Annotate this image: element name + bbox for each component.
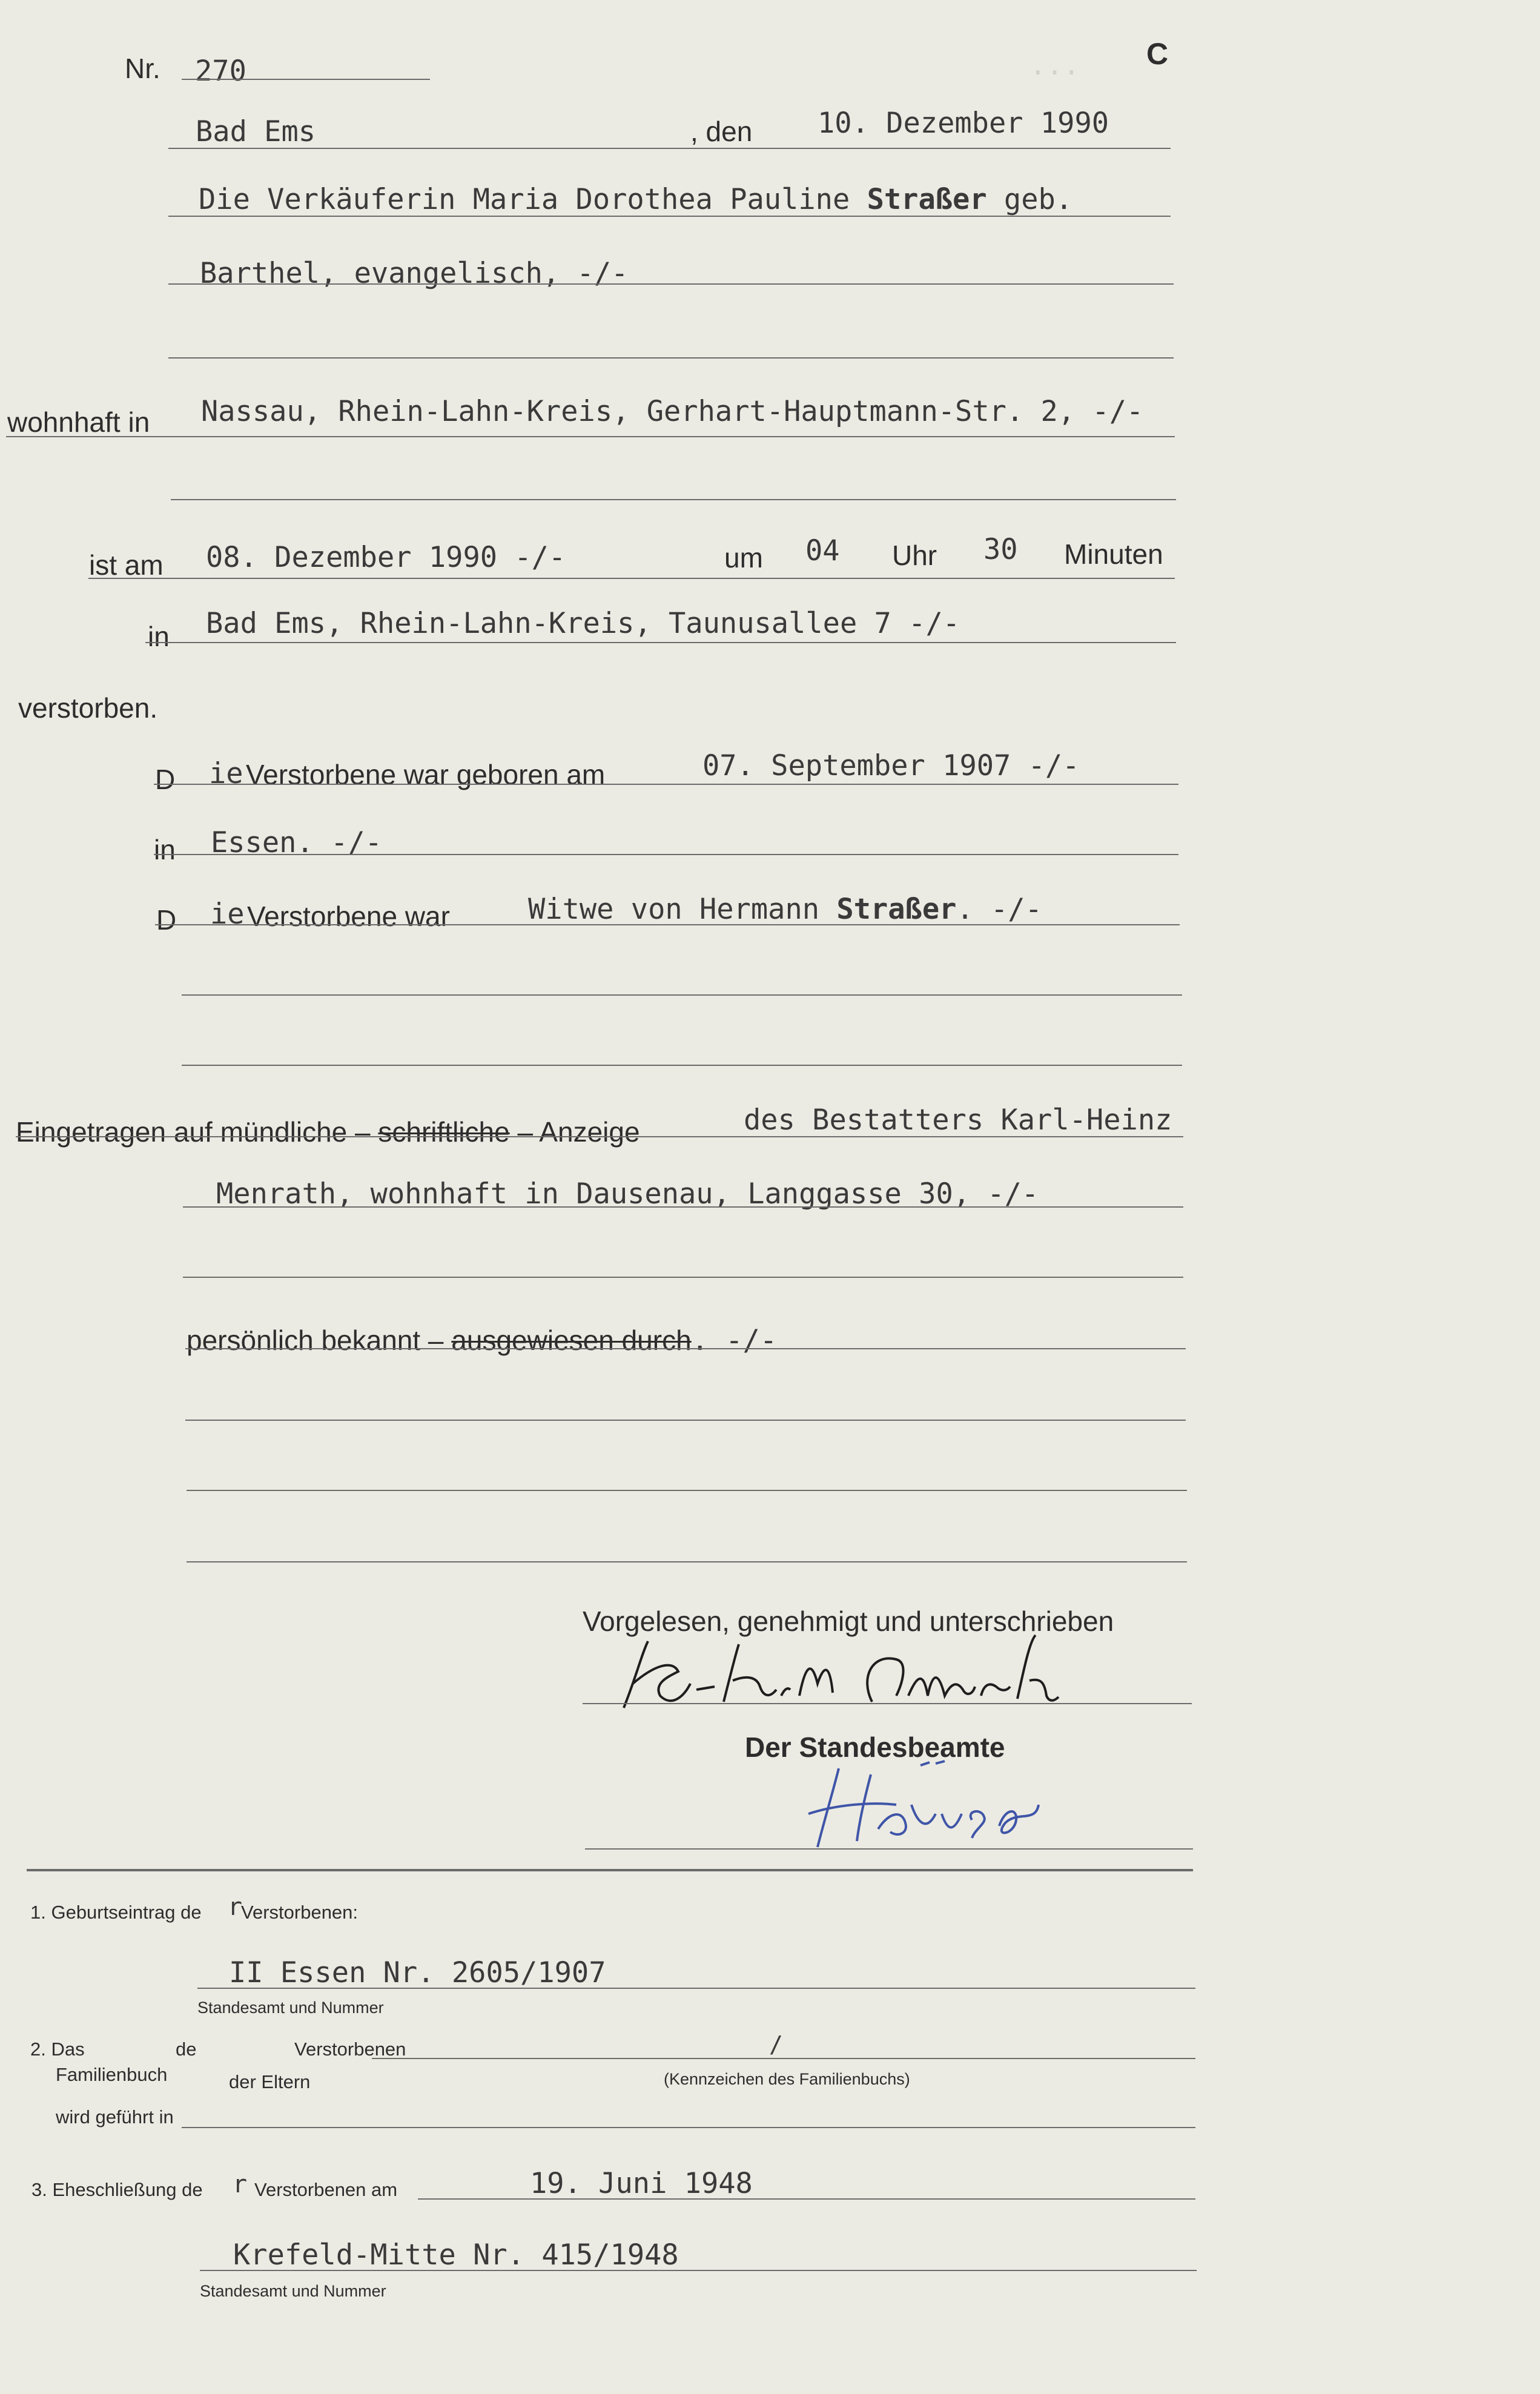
den-label: , den [690, 116, 753, 147]
corner-letter: C [1146, 37, 1169, 71]
footer-item2-label-c: wird geführt in [56, 2106, 174, 2128]
blank-rule-5 [183, 1277, 1183, 1278]
registration-label [16, 1116, 640, 1148]
marital-value-prefix: Witwe von Hermann [528, 893, 837, 926]
footer-item2-label-verst: Verstorbenen [294, 2039, 406, 2060]
person-line-2: Barthel, evangelisch, -/- [200, 257, 629, 290]
death-hour: 04 [805, 534, 840, 567]
footer-item3-value: Krefeld-Mitte Nr. 415/1948 [233, 2238, 679, 2272]
blank-rule-3 [182, 994, 1182, 996]
informant-signature [618, 1629, 1078, 1720]
death-label-uhr: Uhr [892, 540, 937, 571]
registrar-label: Der Standesbeamte [745, 1731, 1005, 1763]
death-label-um: um [724, 542, 763, 574]
marital-label-d: D [156, 904, 177, 936]
death-place-rule [145, 642, 1176, 643]
death-label-minuten: Minuten [1064, 538, 1163, 570]
registration-rule-2 [183, 1206, 1183, 1208]
blank-rule-6 [185, 1420, 1186, 1421]
registration-label-end: – Anzeige [509, 1116, 640, 1148]
footer-item2-label-a: 2. Das [30, 2039, 85, 2060]
footer-item2-slash: / [769, 2031, 783, 2058]
marital-value [528, 893, 1042, 926]
registration-rule-1 [16, 1136, 1183, 1137]
birth-label-d: D [155, 764, 176, 795]
marital-label: Verstorbene war [247, 901, 450, 932]
registration-line-2: Menrath, wohnhaft in Dausenau, Langgasse 30, -/- [216, 1177, 1039, 1211]
death-label-verstorben: verstorben. [18, 692, 158, 724]
marital-value-suffix: . -/- [956, 893, 1042, 926]
blank-rule-8 [187, 1561, 1187, 1562]
identity-suffix: . -/- [691, 1324, 778, 1357]
blank-rule-7 [187, 1490, 1187, 1491]
footer-item1-value: II Essen Nr. 2605/1907 [229, 1956, 606, 1989]
identity-line [187, 1324, 777, 1357]
registration-struck-word: schriftliche [378, 1116, 510, 1148]
death-label-ist-am: ist am [89, 549, 164, 581]
person-suffix: geb. [986, 183, 1073, 216]
footer-item2-rule [372, 2058, 1195, 2059]
death-date-rule [88, 578, 1175, 579]
blank-rule-2 [171, 499, 1176, 500]
death-place: Bad Ems, Rhein-Lahn-Kreis, Taunusallee 7 -/- [206, 607, 960, 640]
identity-struck-text: ausgewiesen durch [451, 1324, 692, 1356]
footer-item2-label-eltern: der Eltern [229, 2071, 311, 2092]
blank-rule-1 [168, 357, 1174, 359]
footer-item1-label-b: Verstorbenen: [241, 1902, 359, 1923]
birth-place: Essen. -/- [211, 826, 382, 859]
identity-rule [185, 1348, 1186, 1349]
footer-item3-label-b: Verstorbenen am [254, 2179, 398, 2200]
person-line-1-rule [168, 216, 1171, 217]
footer-item2-label-de: de [176, 2039, 197, 2060]
read-approved-label: Vorgelesen, genehmigt und unterschrieben [583, 1605, 1114, 1637]
place-value: Bad Ems [196, 115, 316, 148]
death-date: 08. Dezember 1990 -/- [206, 541, 566, 574]
birth-label: Verstorbene war geboren am [246, 759, 606, 790]
residence-rule [6, 436, 1175, 437]
person-prefix: Die Verkäuferin Maria Dorothea Pauline [199, 183, 867, 216]
footer-item1-caption: Standesamt und Nummer [197, 1999, 384, 2017]
marital-typed-ie: ie [210, 898, 245, 931]
footer-item2-caption: (Kennzeichen des Familienbuchs) [664, 2070, 910, 2088]
footer-item2-label-b: Familienbuch [56, 2064, 168, 2085]
footer-item1-typed: r [228, 1893, 243, 1921]
birth-typed-ie: ie [209, 757, 243, 790]
footer-item3-caption: Standesamt und Nummer [200, 2282, 386, 2300]
informant-signature-rule [583, 1703, 1192, 1704]
footer-item3-rule [200, 2270, 1197, 2271]
nr-label: Nr. [125, 53, 160, 84]
birth-place-rule [154, 854, 1178, 855]
registrar-signature-rule [585, 1848, 1193, 1850]
death-label-in: in [148, 621, 170, 652]
death-minute: 30 [983, 533, 1018, 566]
birth-label-in: in [154, 834, 176, 865]
blank-rule-4 [182, 1065, 1182, 1066]
residence-label: wohnhaft in [7, 406, 150, 438]
birth-date-rule [154, 784, 1178, 785]
registration-label-start: Eingetragen auf mündliche – [16, 1116, 378, 1148]
footer-item3-label-a: 3. Eheschließung de [31, 2179, 203, 2200]
birth-date: 07. September 1907 -/- [702, 749, 1080, 782]
marital-rule [155, 924, 1180, 925]
place-date-line [168, 148, 1171, 149]
registration-line-1: des Bestatters Karl-Heinz [744, 1103, 1172, 1137]
residence-value: Nassau, Rhein-Lahn-Kreis, Gerhart-Hauptmann-Str. 2, -/- [201, 395, 1144, 428]
nr-line [182, 79, 430, 80]
person-line-1 [199, 183, 1072, 216]
footer-item3-typed: r [233, 2171, 248, 2198]
registration-date: 10. Dezember 1990 [818, 107, 1109, 140]
bleed-through-text: ... [1029, 48, 1080, 81]
footer-item2-rule-2 [182, 2127, 1195, 2128]
footer-item1-rule [197, 1988, 1195, 1989]
footer-item3-date-rule [418, 2198, 1195, 2200]
footer-item3-date: 19. Juni 1948 [530, 2167, 753, 2200]
footer-item1-label-a: 1. Geburtseintrag de [30, 1902, 202, 1923]
footer-divider [27, 1869, 1193, 1871]
person-surname: Straßer [867, 183, 987, 216]
identity-known-label: persönlich bekannt – [187, 1324, 452, 1356]
marital-value-surname: Straßer [836, 893, 957, 926]
person-line-2-rule [168, 283, 1174, 285]
nr-value: 270 [195, 55, 246, 88]
registrar-signature [799, 1756, 1072, 1853]
